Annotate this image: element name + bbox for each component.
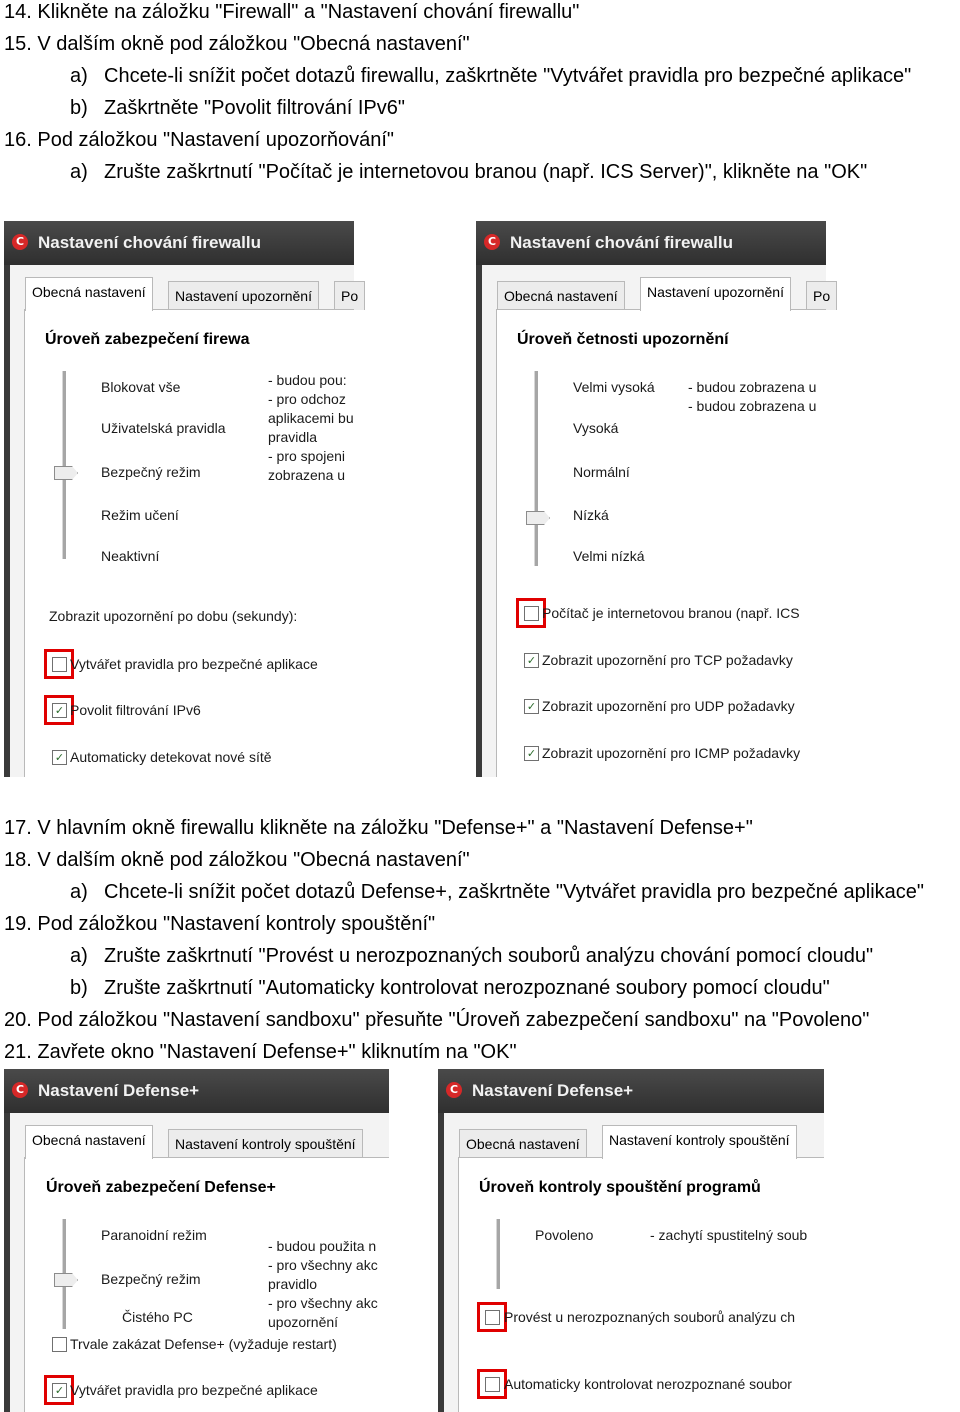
title-bar [438, 1069, 824, 1113]
freq-very-high[interactable]: Velmi vysoká [573, 379, 655, 395]
title-bar [4, 1069, 389, 1113]
tab-general[interactable]: Obecná nastavení [497, 281, 625, 310]
execution-level-description: - zachytí spustitelný soub [650, 1227, 808, 1243]
checkbox-tcp-alerts[interactable]: ✓ [524, 653, 539, 668]
checkbox-safe-app-rules-label: Vytvářet pravidla pro bezpečné aplikace [70, 656, 318, 672]
window-title: Nastavení Defense+ [472, 1081, 634, 1100]
firewall-alert-settings-screenshot [476, 221, 831, 777]
step-16: 16. Pod záložkou "Nastavení upozorňování" [4, 129, 395, 151]
freq-high[interactable]: Vysoká [573, 420, 619, 436]
checkbox-safe-app-rules[interactable]: ✓ [52, 1383, 67, 1398]
level-disabled[interactable]: Neaktivní [101, 548, 160, 564]
checkbox-ics-server-label: Počítač je internetovou branou (např. ICS [542, 605, 800, 621]
step-15a: a) Chcete-li snížit počet dotazů firewallu, zaškrtněte "Vytvářet pravidla pro bezpečné aplikace" [70, 65, 912, 87]
defense-execution-control-screenshot [438, 1069, 824, 1412]
level-paranoid[interactable]: Paranoidní režim [101, 1227, 207, 1243]
tab-general[interactable]: Obecná nastavení [25, 277, 153, 311]
title-bar [4, 221, 354, 265]
tab-more[interactable]: Po [806, 281, 837, 310]
step-14: 14. Klikněte na záložku "Firewall" a "Nastavení chování firewallu" [4, 1, 580, 23]
checkbox-icmp-alerts[interactable]: ✓ [524, 746, 539, 761]
checkbox-detect-networks-label: Automaticky detekovat nové sítě [70, 749, 272, 765]
tab-alert-settings[interactable]: Nastavení upozornění [168, 281, 319, 310]
step-17: 17. V hlavním okně firewallu klikněte na záložku "Defense+" a "Nastavení Defense+" [4, 817, 753, 839]
step-20: 20. Pod záložkou "Nastavení sandboxu" přesuňte "Úroveň zabezpečení sandboxu" na "Povoleno" [4, 1009, 870, 1031]
tab-general[interactable]: Obecná nastavení [25, 1125, 153, 1159]
step-18: 18. V dalším okně pod záložkou "Obecná nastavení" [4, 849, 470, 871]
window-title: Nastavení chování firewallu [38, 233, 261, 252]
level-slider-track[interactable] [62, 371, 66, 559]
comodo-logo-icon: C [12, 1082, 28, 1098]
checkbox-udp-alerts[interactable]: ✓ [524, 699, 539, 714]
level-clean-pc[interactable]: Čistého PC [122, 1309, 193, 1325]
step-19b: b) Zrušte zaškrtnutí "Automaticky kontrolovat nerozpoznané soubory pomocí cloudu" [70, 977, 830, 999]
checkbox-cloud-lookup-label: Automaticky kontrolovat nerozpoznané soubor [504, 1376, 792, 1392]
window-title: Nastavení Defense+ [38, 1081, 200, 1100]
level-enabled[interactable]: Povoleno [535, 1227, 594, 1243]
level-description: - budou pou: - pro odchoz aplikacemi bu pravidla - pro spojeni zobrazena u [268, 372, 354, 483]
checkbox-icmp-alerts-label: Zobrazit upozornění pro ICMP požadavky [542, 745, 801, 761]
step-15b: b) Zaškrtněte "Povolit filtrování IPv6" [70, 97, 405, 119]
title-bar [476, 221, 826, 265]
checkbox-udp-alerts-label: Zobrazit upozornění pro UDP požadavky [542, 698, 795, 714]
checkbox-cloud-behavior-analysis-label: Provést u nerozpoznaných souborů analýzu ch [504, 1309, 796, 1325]
checkbox-ipv6-filtering-label: Povolit filtrování IPv6 [70, 702, 201, 718]
tab-general[interactable]: Obecná nastavení [459, 1129, 587, 1158]
comodo-logo-icon: C [12, 234, 28, 250]
step-15: 15. V dalším okně pod záložkou "Obecná nastavení" [4, 33, 470, 55]
checkbox-tcp-alerts-label: Zobrazit upozornění pro TCP požadavky [542, 652, 793, 668]
comodo-logo-icon: C [446, 1082, 462, 1098]
comodo-logo-icon: C [484, 234, 500, 250]
frequency-slider-track[interactable] [534, 371, 538, 566]
tab-more[interactable]: Po [334, 281, 365, 310]
defense-general-settings-screenshot [4, 1069, 389, 1412]
freq-very-low[interactable]: Velmi nízká [573, 548, 645, 564]
checkbox-detect-networks[interactable]: ✓ [52, 750, 67, 765]
step-16a: a) Zrušte zaškrtnutí "Počítač je internetovou branou (např. ICS Server)", klikněte na "OK" [70, 161, 868, 183]
execution-slider-track[interactable] [496, 1219, 500, 1289]
level-safe-mode[interactable]: Bezpečný režim [101, 464, 201, 480]
highlight-box [477, 1302, 507, 1332]
step-19: 19. Pod záložkou "Nastavení kontroly spouštění" [4, 913, 436, 935]
step-19a: a) Zrušte zaškrtnutí "Provést u nerozpoznaných souborů analýzu chování pomocí cloudu" [70, 945, 874, 967]
level-safe-mode[interactable]: Bezpečný režim [101, 1271, 201, 1287]
tab-execution-control[interactable]: Nastavení kontroly spouštění [602, 1125, 797, 1159]
alert-duration-label: Zobrazit upozornění po dobu (sekundy): [49, 608, 298, 624]
firewall-general-settings-screenshot [4, 221, 359, 777]
alert-frequency-heading: Úroveň četnosti upozornění [517, 331, 729, 348]
checkbox-ipv6-filtering[interactable]: ✓ [52, 703, 67, 718]
defense-level-heading: Úroveň zabezpečení Defense+ [46, 1179, 276, 1196]
freq-normal[interactable]: Normální [573, 464, 630, 480]
window-title: Nastavení chování firewallu [510, 233, 733, 252]
step-18a: a) Chcete-li snížit počet dotazů Defense+, zaškrtněte "Vytvářet pravidla pro bezpečné aplikace" [70, 881, 925, 903]
defense-level-description: - budou použita n - pro všechny akc pravidlo - pro všechny akc upozornění [268, 1238, 378, 1330]
frequency-description: - budou zobrazena u - budou zobrazena u [688, 379, 817, 414]
step-21: 21. Zavřete okno "Nastavení Defense+" kliknutím na "OK" [4, 1041, 517, 1063]
level-block-all[interactable]: Blokovat vše [101, 379, 181, 395]
security-level-heading: Úroveň zabezpečení firewa [45, 331, 250, 348]
highlight-box [477, 1369, 507, 1399]
execution-control-heading: Úroveň kontroly spouštění programů [479, 1179, 761, 1196]
level-training-mode[interactable]: Režim učení [101, 507, 179, 523]
checkbox-disable-defense[interactable] [52, 1337, 67, 1352]
checkbox-safe-app-rules-label: Vytvářet pravidla pro bezpečné aplikace [70, 1382, 318, 1398]
tab-execution-control[interactable]: Nastavení kontroly spouštění [168, 1129, 363, 1158]
freq-low[interactable]: Nízká [573, 507, 609, 523]
checkbox-disable-defense-label: Trvale zakázat Defense+ (vyžaduje restart) [70, 1336, 337, 1352]
tab-alert-settings[interactable]: Nastavení upozornění [640, 277, 791, 311]
level-custom-rules[interactable]: Uživatelská pravidla [101, 420, 226, 436]
